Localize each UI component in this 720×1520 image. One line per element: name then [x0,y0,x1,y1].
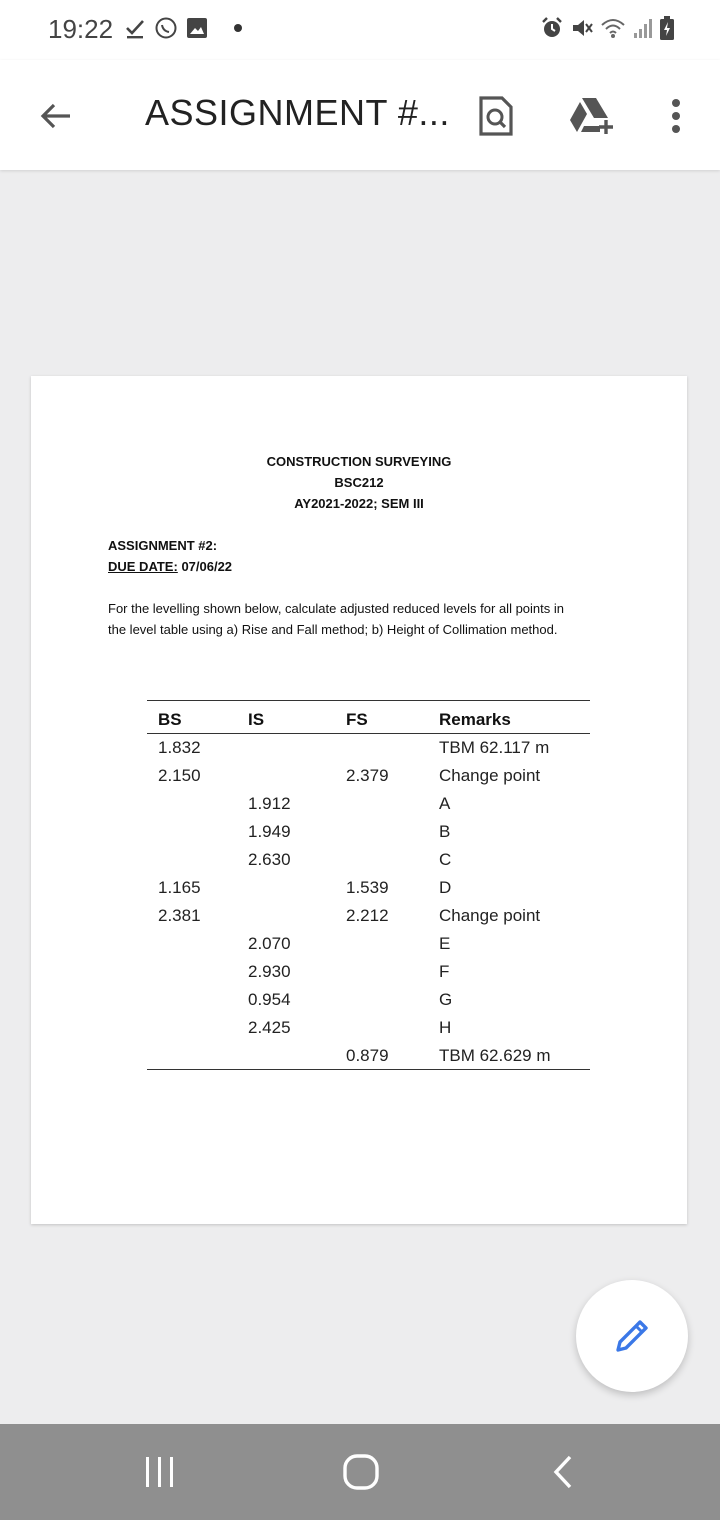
table-cell-remarks: C [439,850,452,869]
recent-apps-button[interactable] [130,1446,190,1498]
recent-apps-icon [143,1455,177,1489]
table-cell-remarks: D [439,878,452,897]
edit-pencil-icon [612,1316,652,1356]
more-options-button[interactable] [648,88,704,144]
due-date-value: 07/06/22 [181,559,233,574]
home-button[interactable] [331,1446,391,1498]
arrow-back-icon [38,98,74,134]
table-header-rule [147,733,590,734]
table-cell-remarks: A [439,794,451,813]
table-cell-bs: 1.832 [158,738,201,757]
table-top-rule [147,700,590,701]
instruction-line-2: the level table using a) Rise and Fall method; b) Height of Collimation method. [108,622,558,637]
course-code: BSC212 [334,475,384,490]
table-cell-is: 2.425 [248,1018,291,1037]
table-cell-remarks: TBM 62.629 m [439,1046,551,1065]
table-cell-fs: 2.212 [346,906,389,925]
due-date-line [108,559,232,574]
table-bottom-rule [147,1069,590,1070]
edit-fab-button[interactable] [576,1280,688,1392]
header-fs: FS [346,710,368,729]
table-cell-bs: 2.150 [158,766,201,785]
due-date-label: DUE DATE: [108,559,178,574]
document-page[interactable] [31,376,687,1224]
find-in-doc-icon [479,96,513,136]
assignment-label: ASSIGNMENT #2: [108,538,218,553]
whatsapp-icon [154,16,178,40]
table-cell-is: 1.949 [248,822,291,841]
table-cell-is: 2.930 [248,962,291,981]
more-options-icon [671,98,681,134]
instructions [108,598,618,640]
wifi-icon [600,17,626,39]
home-icon [342,1453,380,1491]
alarm-icon [540,16,564,40]
app-bar [0,60,720,170]
table-cell-is: 1.912 [248,794,291,813]
table-cell-fs: 2.379 [346,766,389,785]
mute-icon [570,16,594,40]
back-button[interactable] [30,90,82,142]
status-clock: 19:22 [48,14,114,44]
header-bs: BS [158,710,182,729]
table-cell-bs: 2.381 [158,906,201,925]
header-remarks: Remarks [439,710,511,729]
instruction-line-1: For the levelling shown below, calculate adjusted reduced levels for all points in [108,601,564,616]
table-cell-fs: 0.879 [346,1046,389,1065]
system-nav-bar [0,1424,720,1520]
table-cell-remarks: F [439,962,450,981]
gallery-icon [186,17,208,39]
back-nav-icon [550,1454,576,1490]
table-cell-remarks: H [439,1018,452,1037]
battery-charging-icon [660,16,674,40]
table-cell-remarks: TBM 62.117 m [439,738,550,757]
table-cell-remarks: E [439,934,451,953]
status-bar [0,0,720,60]
table-cell-remarks: B [439,822,451,841]
document-title: ASSIGNMENT #... [145,92,450,133]
course-title: CONSTRUCTION SURVEYING [266,454,452,469]
table-cell-is: 0.954 [248,990,291,1009]
header-is: IS [248,710,265,729]
table-cell-remarks: Change point [439,766,541,785]
add-to-drive-icon [568,96,616,136]
add-to-drive-button[interactable] [564,88,620,144]
back-nav-button[interactable] [533,1446,593,1498]
notification-dot-icon [234,24,242,32]
table-cell-remarks: Change point [439,906,541,925]
find-in-document-button[interactable] [468,88,524,144]
check-icon [124,17,146,39]
signal-icon [632,17,654,39]
table-cell-is: 2.630 [248,850,291,869]
table-cell-remarks: G [439,990,453,1009]
table-cell-is: 2.070 [248,934,291,953]
table-cell-bs: 1.165 [158,878,201,897]
table-cell-fs: 1.539 [346,878,389,897]
academic-term: AY2021-2022; SEM III [294,496,424,511]
